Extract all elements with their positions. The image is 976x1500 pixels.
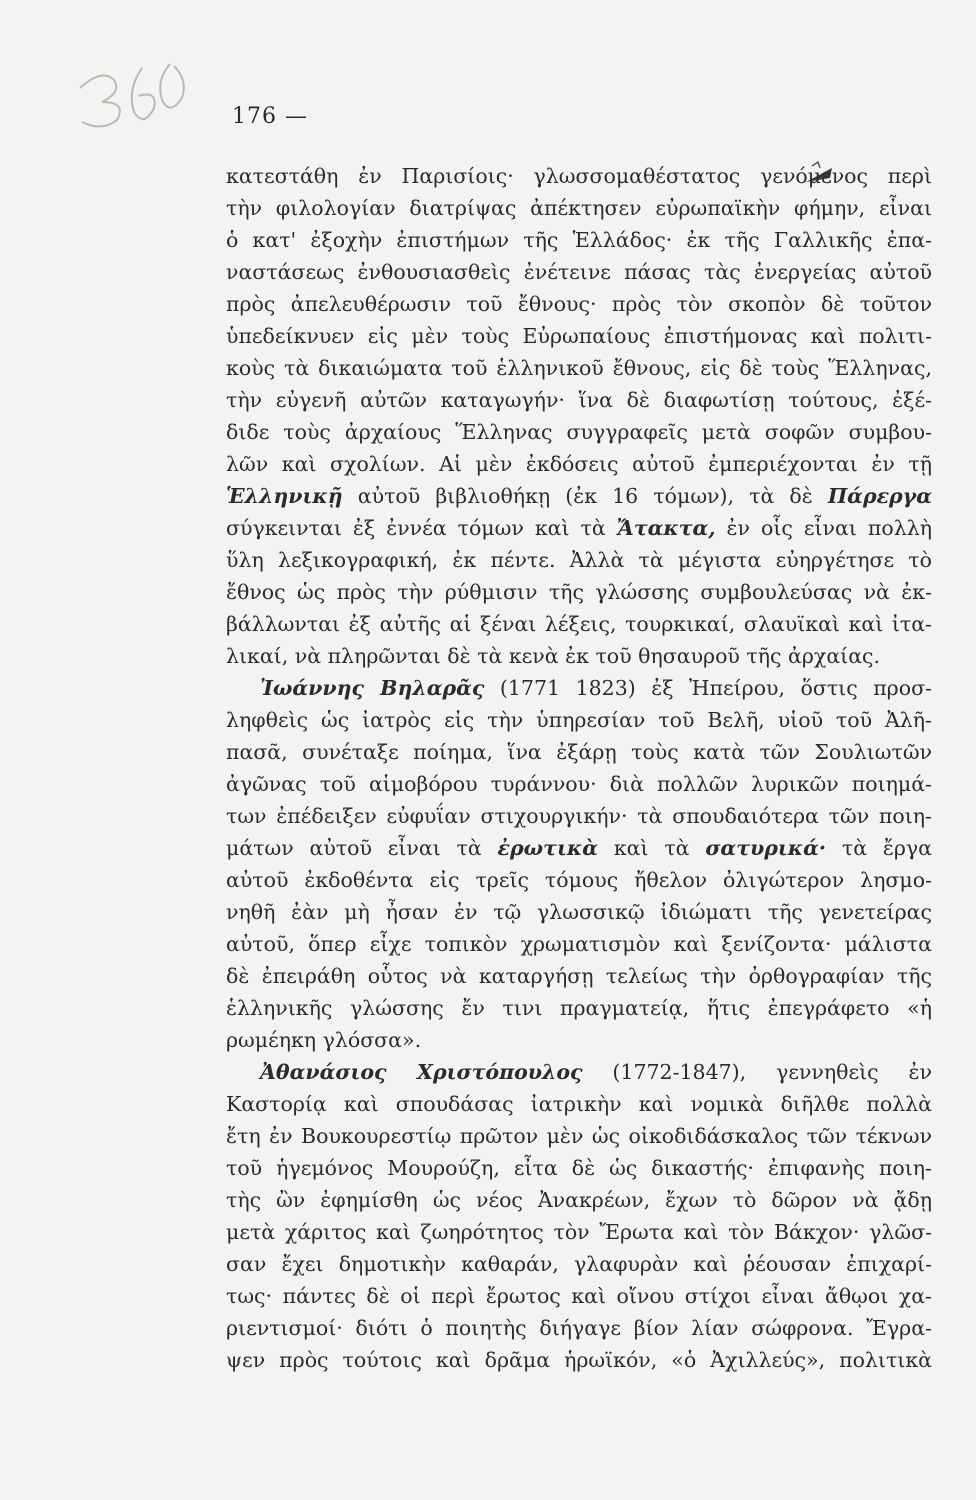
emphasized-term: σατυρικά· xyxy=(705,836,827,860)
emphasized-term: Ἑλληνικῇ xyxy=(226,484,343,508)
emphasized-term: Ἄτακτα, xyxy=(616,516,716,540)
text-line: τὴν εὐγενῆ αὐτῶν καταγωγήν· ἵνα δὲ διαφωτίσῃ τούτους, ἐξέ- xyxy=(226,388,932,412)
text-line: τοῦ ἡγεμόνος Μουρούζη, εἶτα δὲ ὡς δικαστής· ἐπιφανὴς ποιη- xyxy=(226,1156,932,1180)
text-line: λῶν καὶ σχολίων. Αἱ μὲν ἐκδόσεις αὐτοῦ ἐμπεριέχονται ἐν τῇ xyxy=(226,452,932,476)
text-segment: αὐτοῦ βιβλιοθήκῃ (ἐκ 16 τόμων), τὰ δὲ xyxy=(342,484,828,508)
text-segment: καὶ τὰ xyxy=(598,836,706,860)
text-line: λικαί, νὰ πληρῶνται δὲ τὰ κενὰ ἐκ τοῦ θησαυροῦ τῆς ἀρχαίας. xyxy=(226,644,881,668)
text-line: τὴν φιλολογίαν διατρίψας ἀπέκτησεν εὐρωπαϊκὴν φήμην, εἶναι xyxy=(226,196,932,220)
body-text xyxy=(226,160,932,1376)
text-line: ρωμέηκη γλόσσα». xyxy=(226,1028,422,1052)
text-line: πασᾶ, συνέταξε ποίημα, ἵνα ἐξάρῃ τοὺς κατὰ τῶν Σουλιωτῶν xyxy=(226,740,932,764)
text-line: ἑλληνικῆς γλώσσης ἔν τινι πραγματείᾳ, ἥτις ἐπεγράφετο «ἡ xyxy=(226,996,932,1020)
text-line: μετὰ χάριτος καὶ ζωηρότητος τὸν Ἔρωτα καὶ τὸν Βάκχον· γλῶσ- xyxy=(226,1220,932,1244)
text-line: τως· πάντες δὲ οἱ περὶ ἔρωτος καὶ οἴνου στίχοι εἶναι ἄθῳοι χα- xyxy=(226,1284,932,1308)
text-line: ἀγῶνας τοῦ αἱμοβόρου τυράννου· διὰ πολλῶν λυρικῶν ποιημά- xyxy=(226,772,932,796)
text-line: ὕλη λεξικογραφική, ἐκ πέντε. Ἀλλὰ τὰ μέγιστα εὐηργέτησε τὸ xyxy=(226,548,932,572)
text-line: δὲ ἐπειράθη οὗτος νὰ καταργήσῃ τελείως τὴν ὀρθογραφίαν τῆς xyxy=(226,964,932,988)
text-line: ὑπεδείκνυεν εἰς μὲν τοὺς Εὐρωπαίους ἐπιστήμονας καὶ πολιτι- xyxy=(226,324,932,348)
text-line: ἔθνος ὡς πρὸς τὴν ρύθμισιν τῆς γλώσσης συμβουλεύσας νὰ ἐκ- xyxy=(226,580,932,604)
text-line: κατεστάθη ἐν Παρισίοις· γλωσσομαθέστατος γενόμενος περὶ xyxy=(226,164,932,188)
text-line xyxy=(226,480,932,512)
text-segment: σύγκεινται ἐξ ἐννέα τόμων καὶ τὰ xyxy=(226,516,617,540)
text-line: αὐτοῦ ἐκδοθέντα εἰς τρεῖς τόμους ἤθελον ὀλιγώτερον λησμο- xyxy=(226,868,932,892)
text-line: διδε τοὺς ἀρχαίους Ἕλληνας συγγραφεῖς μετὰ σοφῶν συμβου- xyxy=(226,420,932,444)
text-line xyxy=(226,672,932,704)
text-line: ὁ κατ' ἐξοχὴν ἐπιστήμων τῆς Ἑλλάδος· ἐκ τῆς Γαλλικῆς ἐπα- xyxy=(226,228,932,252)
text-line: ψεν πρὸς τούτοις καὶ δρᾶμα ἡρωϊκόν, «ὁ Ἀχιλλεύς», πολιτικὰ xyxy=(226,1348,932,1372)
text-segment: ἐν οἷς εἶναι πολλὴ xyxy=(715,516,932,540)
text-line: πρὸς ἀπελευθέρωσιν τοῦ ἔθνους· πρὸς τὸν σκοπὸν δὲ τοῦτον xyxy=(226,292,932,316)
emphasized-term: Ἰωάννης Βηλαρᾶς xyxy=(260,676,485,700)
emphasized-term: Ἀθανάσιος Χριστόπουλος xyxy=(260,1060,583,1084)
text-line: των ἐπέδειξεν εὐφυΐαν στιχουργικήν· τὰ σπουδαιότερα τῶν ποιη- xyxy=(226,804,932,828)
text-line: ναστάσεως ἐνθουσιασθεὶς ἐνέτεινε πάσας τὰς ἐνεργείας αὐτοῦ xyxy=(226,260,932,284)
text-line xyxy=(226,1056,932,1088)
page-number: 176 — xyxy=(232,104,308,129)
text-line: σαν ἔχει δημοτικὴν καθαράν, γλαφυρὰν καὶ ῥέουσαν ἐπιχαρί- xyxy=(226,1252,932,1276)
text-segment: μάτων αὐτοῦ εἶναι τὰ xyxy=(226,836,498,860)
text-line xyxy=(226,512,932,544)
text-line: βάλλωνται ἐξ αὐτῆς αἱ ξέναι λέξεις, τουρκικαί, σλαυϊκαὶ καὶ ἰτα- xyxy=(226,612,932,636)
text-line: Καστορίᾳ καὶ σπουδάσας ἰατρικὴν καὶ νομικὰ διῆλθε πολλὰ xyxy=(226,1092,932,1116)
text-segment: (1771 1823) ἐξ Ἠπείρου, ὅστις προσ- xyxy=(484,676,932,700)
emphasized-term: Πάρεργα xyxy=(827,484,932,508)
text-segment: τὰ ἔργα xyxy=(826,836,933,860)
text-line: κοὺς τὰ δικαιώματα τοῦ ἑλληνικοῦ ἔθνους, εἰς δὲ τοὺς Ἕλληνας, xyxy=(226,356,932,380)
text-line: ἔτη ἐν Βουκουρεστίῳ πρῶτον μὲν ὡς οἰκοδιδάσκαλος τῶν τέκνων xyxy=(226,1124,932,1148)
emphasized-term: ἐρωτικὰ xyxy=(497,836,599,860)
text-line: τὴς ὢν ἐφημίσθη ὡς νέος Ἀνακρέων, ἔχων τὸ δῶρον νὰ ᾄδῃ xyxy=(226,1188,932,1212)
text-line: ριεντισμοί· διότι ὁ ποιητὴς διήγαγε βίον λίαν σώφρονα. Ἔγρα- xyxy=(226,1316,932,1340)
text-line: αὐτοῦ, ὅπερ εἶχε τοπικὸν χρωματισμὸν καὶ ξενίζοντα· μάλιστα xyxy=(226,932,932,956)
text-line xyxy=(226,832,932,864)
text-line: νηθῆ ἐὰν μὴ ἦσαν ἐν τῷ γλωσσικῷ ἰδιώματι τῆς γενετείρας xyxy=(226,900,932,924)
text-segment: (1772-1847), γεννηθεὶς ἐν xyxy=(582,1060,932,1084)
handwritten-page-annotation xyxy=(72,50,192,135)
text-line: ληφθεὶς ὡς ἰατρὸς εἰς τὴν ὑπηρεσίαν τοῦ Βελῆ, υἱοῦ τοῦ Ἀλῆ- xyxy=(226,708,932,732)
